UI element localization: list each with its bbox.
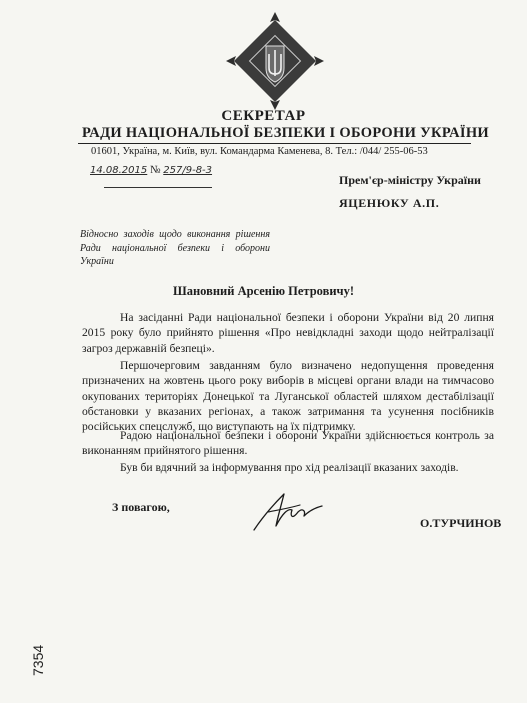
recipient-position: Прем'єр-міністру України	[339, 173, 481, 187]
salutation: Шановний Арсенію Петровичу!	[172, 284, 355, 298]
reference-underline	[104, 187, 212, 188]
signer-name: О.ТУРЧИНОВ	[420, 516, 502, 530]
recipient-name: ЯЦЕНЮКУ А.П.	[339, 196, 440, 210]
letterhead-address: 01601, Україна, м. Київ, вул. Командарма Каменева, 8. Тел.: /044/ 255-06-53	[91, 146, 428, 157]
body-paragraph-2: Першочерговим завданням було визначено недопущення проведення призначених на жовтень цього року виборів в місцеві органи влади на тимчасово окупованих територіях Донецької та Луганської областей шляхом дестабілізації обстановки у вказаних регіонах, а також затримання та усунення посібників російських спецслужб, що виступають на їх підтримку.	[82, 359, 494, 434]
body-paragraph-3: Радою національної безпеки і оборони України здійснюється контроль за виконанням прийнятого рішення.	[82, 429, 494, 458]
outgoing-reference	[90, 164, 212, 176]
letterhead-organization: РАДИ НАЦІОНАЛЬНОЇ БЕЗПЕКИ І ОБОРОНИ УКРАЇНИ	[82, 125, 489, 141]
registration-stamp-number: 7354	[30, 644, 46, 676]
letter-subject: Відносно заходів щодо виконання рішення Ради національної безпеки і оборони України	[80, 229, 270, 267]
reference-number-label: №	[150, 164, 161, 176]
reference-number: 257/9-8-3	[163, 165, 213, 176]
body-paragraph-1: На засіданні Ради національної безпеки і оборони України від 20 липня 2015 року було прийнято рішення «Про невідкладні заходи щодо нейтралізації загроз державній безпеці».	[82, 311, 494, 355]
body-paragraph-4: Був би вдячний за інформування про хід реалізації вказаних заходів.	[120, 461, 459, 474]
trident-emblem-icon	[222, 8, 328, 114]
reference-date: 14.08.2015	[90, 165, 148, 176]
handwritten-signature	[248, 488, 328, 534]
letterhead-title: СЕКРЕТАР	[221, 108, 306, 124]
closing-phrase: З повагою,	[112, 500, 170, 514]
letterhead-divider	[78, 143, 471, 144]
